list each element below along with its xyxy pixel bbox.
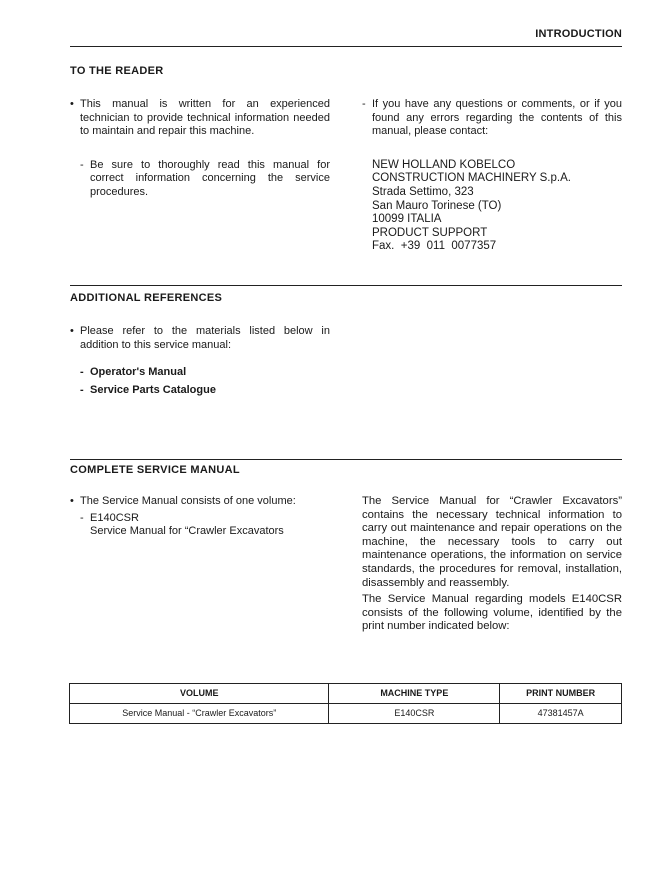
cell-machine-type: E140CSR [329,704,500,724]
reference-item-label: Service Parts Catalogue [90,383,216,396]
section-rule [70,285,622,286]
complete-manual-left-column [70,495,330,539]
section-title-complete-service-manual: COMPLETE SERVICE MANUAL [70,464,240,476]
to-reader-left-column [70,98,330,200]
contact-intro [362,98,622,139]
contact-intro-text: If you have any questions or comments, or if you found any errors regarding the contents of this manual, please contact: [372,98,622,138]
to-reader-dash-text: Be sure to thoroughly read this manual for correct information concerning the service procedures. [90,158,330,198]
complete-manual-para-2: The Service Manual regarding models E140CSR consists of the following volume, identified by the print number indicated below: [362,593,622,633]
complete-manual-dash [70,512,330,539]
contact-line: PRODUCT SUPPORT [372,226,488,239]
complete-manual-bullet [70,495,330,509]
table-header-row [70,684,622,704]
additional-refs-column [70,325,330,397]
complete-manual-para-1: The Service Manual for “Crawler Excavators” contains the necessary technical information to carry out maintenance and repair operations on the machine, the necessary tools to carry out maintenance operations, the information on service standards, the procedures for removal, installation, disassembly and reassembly. [362,495,622,589]
cell-volume: Service Manual - “Crawler Excavators” [70,704,329,724]
dash-mark: - [80,366,84,379]
reference-item [70,384,330,398]
section-title-additional-references: ADDITIONAL REFERENCES [70,292,223,304]
column-header-volume: VOLUME [70,684,329,704]
to-reader-dash [70,159,330,200]
page-header-title: INTRODUCTION [535,28,622,40]
contact-line: San Mauro Torinese (TO) [372,199,502,212]
contact-fax: Fax. +39 011 0077357 [372,240,497,253]
table-row [70,704,622,724]
to-reader-right-column [362,98,622,254]
to-reader-bullet-text: This manual is written for an experienced technician to provide technical information needed to maintain and repair this machine. [80,98,330,138]
contact-line: CONSTRUCTION MACHINERY S.p.A. [372,172,571,185]
volume-table [69,683,622,724]
to-reader-bullet [70,98,330,139]
dash-mark: - [80,158,84,171]
bullet-mark: • [70,325,74,337]
additional-refs-bullet [70,325,330,352]
header-rule [70,46,622,47]
reference-item [70,366,330,380]
model-code: E140CSR [90,511,139,524]
column-header-print-number: PRINT NUMBER [500,684,622,704]
contact-address [362,159,622,254]
manual-name: Service Manual for “Crawler Excavators [90,525,284,538]
contact-line: NEW HOLLAND KOBELCO [372,158,516,171]
section-title-to-the-reader: TO THE READER [70,65,164,77]
contact-line: 10099 ITALIA [372,213,442,226]
dash-mark: - [80,383,84,396]
complete-manual-bullet-text: The Service Manual consists of one volume: [80,495,296,507]
dash-mark: - [80,511,84,524]
additional-refs-bullet-text: Please refer to the materials listed below in addition to this service manual: [80,325,330,351]
column-header-machine-type: MACHINE TYPE [329,684,500,704]
bullet-mark: • [70,495,74,507]
reference-item-label: Operator's Manual [90,366,187,379]
dash-mark: - [362,98,366,110]
complete-manual-right-column [362,495,622,634]
bullet-mark: • [70,98,74,110]
section-rule [70,459,622,460]
contact-line: Strada Settimo, 323 [372,185,474,198]
cell-print-number: 47381457A [500,704,622,724]
